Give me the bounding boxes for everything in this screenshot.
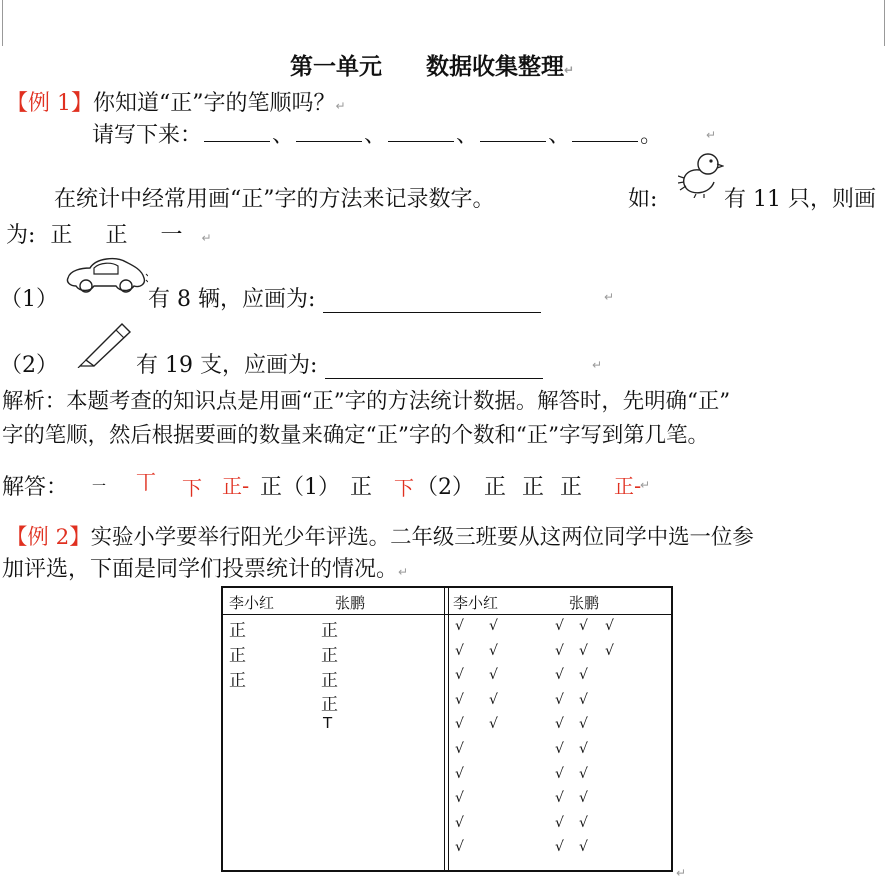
tally-zhang: T [323, 714, 333, 732]
example2-line2: 加评选，下面是同学们投票统计的情况。↵ [2, 557, 409, 582]
example1-intro: 在统计中经常用画“正”字的方法来记录数字。 [54, 187, 495, 212]
check-mark: √ [489, 618, 498, 634]
check-mark: √ [555, 790, 564, 807]
answer-1-number: （1） [282, 475, 340, 500]
answer-stroke: 下 [182, 476, 202, 500]
check-mark: √ [555, 741, 564, 757]
answer-2-mark: 正 [522, 475, 545, 500]
check-mark: √ [489, 642, 498, 659]
check-mark: √ [555, 839, 564, 856]
q1-text: 有 8 辆，应画为: [148, 282, 541, 313]
check-mark: √ [455, 741, 464, 757]
q1-answer-line [323, 290, 541, 313]
q2-answer-line [325, 356, 543, 379]
page-title: 第一单元 数据收集整理↵ [290, 53, 575, 80]
crop-mark-left [2, 0, 3, 46]
answer-stroke: 丅 [136, 470, 156, 494]
check-mark: √ [579, 716, 588, 733]
answer-stroke: 正- [222, 474, 250, 498]
tally-li: 正 [229, 671, 246, 691]
example1-question: 【例 1】你知道“正”字的笔顺吗？↵ [6, 91, 346, 116]
check-mark: √ [579, 839, 588, 856]
tally-zhang: 正 [321, 646, 338, 666]
bird-count: 有 11 只，则画 [724, 187, 876, 212]
check-mark: √ [579, 618, 588, 634]
check-mark: √ [555, 667, 564, 684]
example1-ru: 如: [628, 187, 658, 212]
check-mark: √ [455, 814, 464, 831]
answer-1-mark: 正 [350, 475, 373, 500]
check-mark: √ [605, 642, 614, 659]
tally-zhang: 正 [321, 695, 338, 715]
check-mark: √ [489, 716, 498, 733]
check-mark: √ [579, 642, 588, 659]
check-mark: √ [579, 814, 588, 831]
check-mark: √ [579, 741, 588, 757]
check-mark: √ [455, 642, 464, 659]
check-mark: √ [579, 790, 588, 807]
example2-label: 【例 2】 [6, 525, 91, 550]
answer-stroke: 正 [260, 475, 283, 500]
answer-1-mark: 下 [394, 476, 414, 500]
pen-icon [76, 320, 132, 368]
analysis-line2: 字的笔顺，然后根据要画的数量来确定“正”字的个数和“正”字写到第几笔。 [2, 423, 709, 448]
header-li-xiaohong: 李小红 [229, 594, 275, 612]
bird-icon [678, 150, 724, 198]
example1-prompt: 请写下来： 、 、 、 、 。 [92, 123, 663, 148]
zheng-mark: 正 [105, 223, 128, 248]
answer-2-mark: 正 [560, 475, 583, 500]
answer-label: 解答： [2, 475, 69, 500]
check-mark: √ [579, 667, 588, 684]
unit-label: 第一单元 [290, 53, 382, 80]
tally-li: 正 [229, 621, 246, 641]
check-mark: √ [455, 667, 464, 684]
check-mark: √ [555, 765, 564, 782]
analysis-line1: 解析：本题考查的知识点是用画“正”字的方法统计数据。解答时，先明确“正” [2, 389, 731, 414]
check-mark: √ [489, 691, 498, 708]
check-mark: √ [579, 691, 588, 708]
check-mark: √ [455, 790, 464, 807]
answer-2-number: （2） [416, 475, 474, 500]
zheng-mark: 正 [50, 223, 73, 248]
check-mark: √ [555, 716, 564, 733]
crop-mark-right [884, 0, 885, 46]
zheng-mark: 一 [160, 223, 183, 248]
q2-number: （2） [0, 353, 58, 378]
check-mark: √ [455, 691, 464, 708]
tally-li: 正 [229, 646, 246, 666]
check-mark: √ [555, 814, 564, 831]
q2-text: 有 19 支，应画为: [136, 348, 543, 379]
header-zhang-peng: 张鹏 [569, 594, 600, 612]
q1-number: （1） [0, 287, 58, 312]
header-li-xiaohong: 李小红 [453, 594, 499, 612]
answer-2-mark: 正 [484, 475, 507, 500]
check-mark: √ [555, 642, 564, 659]
example1-label: 【例 1】 [6, 91, 93, 116]
check-mark: √ [455, 765, 464, 782]
check-mark: √ [455, 618, 464, 634]
check-mark: √ [579, 765, 588, 782]
zheng-line: 为: 正 正 一 ↵ [6, 223, 212, 248]
check-mark: √ [555, 618, 564, 634]
check-mark: √ [455, 839, 464, 856]
check-mark: √ [605, 618, 614, 634]
topic-label: 数据收集整理 [426, 53, 564, 80]
check-mark: √ [455, 716, 464, 733]
header-zhang-peng: 张鹏 [335, 594, 366, 612]
answer-stroke: 一 [92, 479, 106, 495]
answer-2-mark: 正- [614, 474, 642, 498]
tally-zhang: 正 [321, 621, 338, 641]
vote-table [221, 586, 673, 872]
check-mark: √ [555, 691, 564, 708]
example2-line1: 【例 2】实验小学要举行阳光少年评选。二年级三班要从这两位同学中选一位参 [6, 525, 754, 550]
check-mark: √ [489, 667, 498, 684]
car-icon [64, 252, 148, 300]
tally-zhang: 正 [321, 671, 338, 691]
